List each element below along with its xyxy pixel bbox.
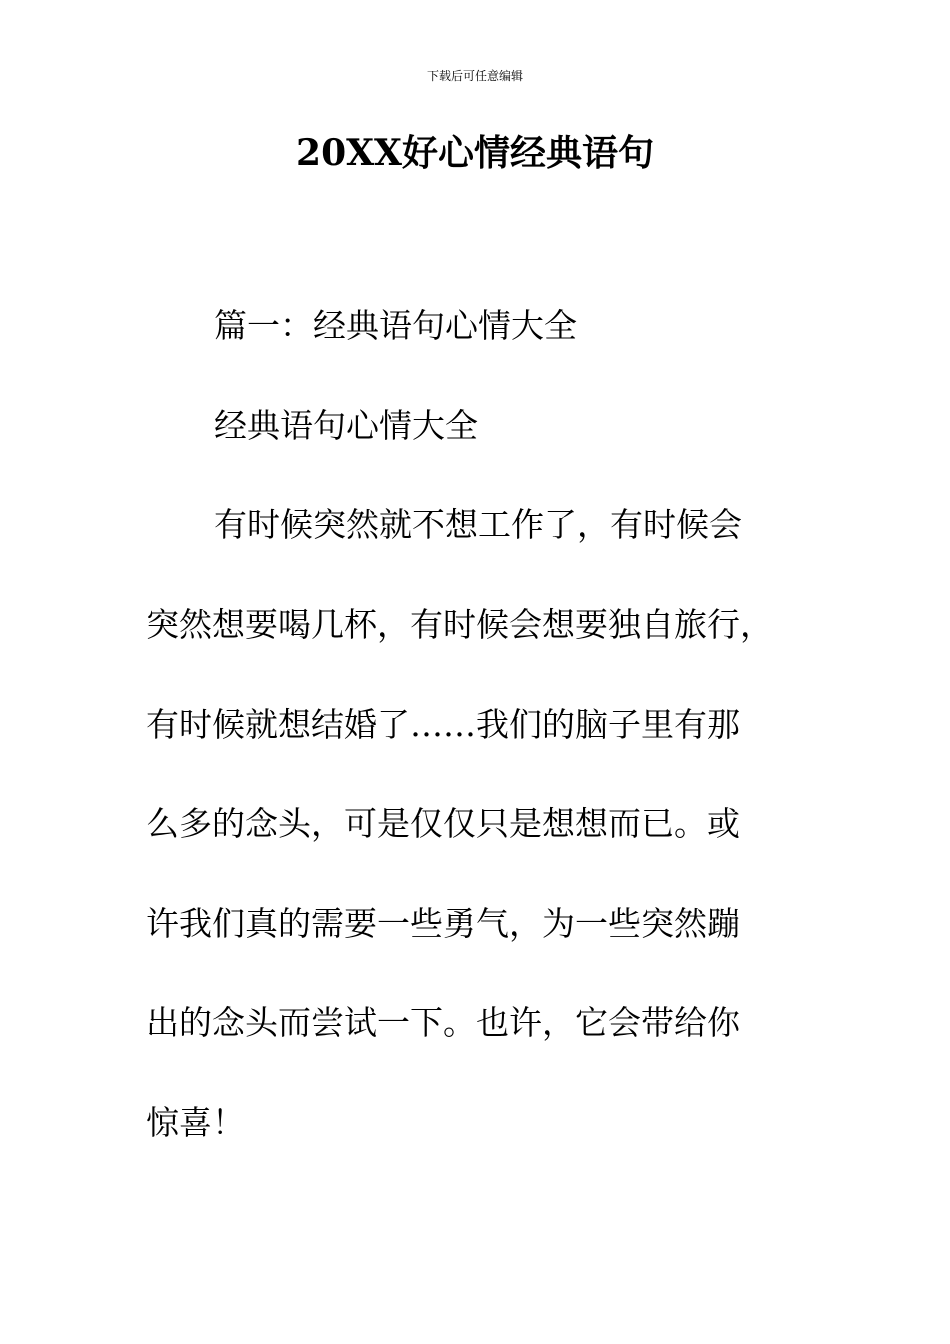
paragraph-line: 有时候突然就不想工作了，有时候会	[214, 505, 742, 544]
paragraph-line: 出的念头而尝试一下。也许，它会带给你	[146, 1003, 740, 1042]
paragraph-line: 有时候就想结婚了……我们的脑子里有那	[146, 705, 740, 744]
paragraph-line: 么多的念头，可是仅仅只是想想而已。或	[146, 804, 740, 843]
header-note: 下载后可任意编辑	[426, 69, 523, 83]
subheading: 经典语句心情大全	[214, 406, 478, 445]
paragraph-line: 许我们真的需要一些勇气，为一些突然蹦	[146, 904, 740, 943]
paragraph-line: 惊喜！	[146, 1103, 245, 1142]
section-heading: 篇一：经典语句心情大全	[214, 306, 577, 345]
document-title: 20XX好心情经典语句	[296, 132, 654, 174]
paragraph-line: 突然想要喝几杯，有时候会想要独自旅行，	[146, 605, 773, 644]
